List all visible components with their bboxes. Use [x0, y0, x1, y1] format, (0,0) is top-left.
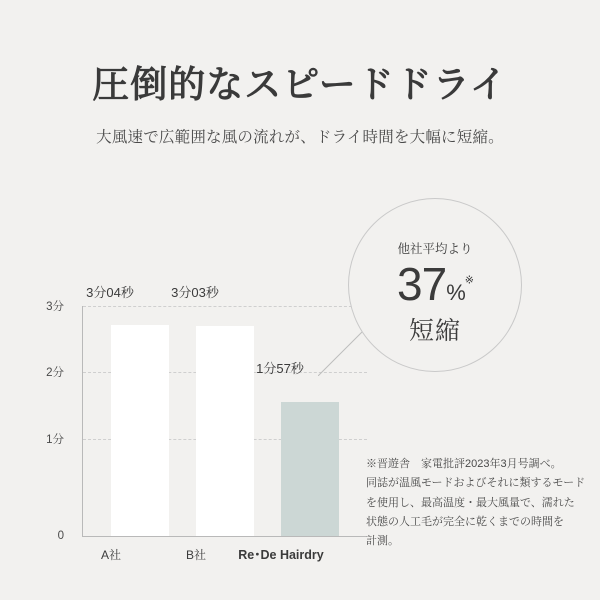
footnote-line-3: を使用し、最高温度・最大風量で、濡れた: [366, 496, 575, 509]
badge-label: 短縮: [408, 317, 461, 345]
badge-asterisk: ※: [464, 274, 473, 287]
page-subtitle: 大風速で広範囲な風の流れが、ドライ時間を大幅に短縮。: [96, 129, 504, 146]
footnote-line-1: ※晋遊舎 家電批評2023年3月号調べ。: [366, 458, 562, 470]
bar-rede-hairdry: [281, 402, 339, 536]
y-axis-tick-0: 0: [57, 530, 64, 542]
y-axis-tick-3: 3分: [46, 301, 64, 313]
y-axis-tick-2: 2分: [46, 367, 64, 379]
badge-unit: %: [446, 280, 465, 305]
bar-value-rede-hairdry: 1分57秒: [256, 361, 304, 376]
x-axis-label-b-company: B社: [185, 548, 206, 562]
footnote-line-4: 状態の人工毛が完全に乾くまでの時間を: [366, 515, 564, 528]
badge-percentage: [349, 257, 521, 311]
bar-value-b-company: 3分03秒: [171, 285, 219, 300]
x-axis-label-rede-hairdry: Re･De Hairdry: [238, 548, 324, 562]
highlight-badge: [348, 198, 522, 372]
badge-caption: 他社平均より: [397, 242, 473, 256]
footnote-line-2: 同誌が温風モードおよびそれに類するモード: [366, 477, 586, 490]
footnote: [366, 455, 586, 551]
page-title: 圧倒的なスピードドライ: [92, 64, 508, 105]
bar-a-company: [111, 325, 169, 536]
badge-number: 37: [397, 258, 447, 310]
gridline-3: [83, 306, 367, 307]
bar-chart: [36, 270, 366, 570]
footnote-line-5: 計測。: [366, 535, 399, 547]
bar-value-a-company: 3分04秒: [86, 285, 134, 300]
y-axis-tick-1: 1分: [46, 434, 64, 446]
x-axis-label-a-company: A社: [100, 548, 121, 562]
